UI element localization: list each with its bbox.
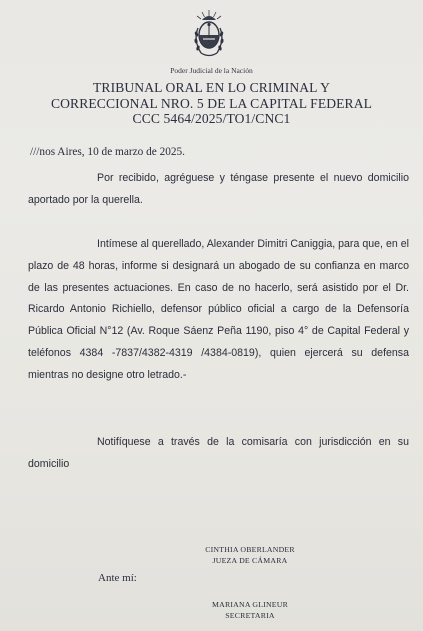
judge-title: JUEZA DE CÁMARA: [212, 555, 288, 565]
coat-of-arms-icon: [192, 8, 226, 60]
judge-signature-block: [130, 545, 370, 566]
ante-mi-label: Ante mí:: [98, 572, 137, 584]
court-heading: [20, 80, 403, 127]
secretary-title: SECRETARIA: [225, 610, 275, 620]
secretary-signature-block: [130, 600, 370, 621]
court-name-line-2: CORRECCIONAL NRO. 5 DE LA CAPITAL FEDERAL: [50, 95, 373, 111]
paragraph-summons: Intímese al querellado, Alexander Dimitri Caniggia, para que, en el plazo de 48 horas, informe si designará un abogado de su confianza en marco de las presentes actuaciones. En caso de no hacerlo, será asistido por el Dr. Ricardo Antonio Richiello, defensor público oficial a cargo de la Defensoría Pública Oficial N°12 (Av. Roque Sáenz Peña 1190, piso 4° de Capital Federal y teléfonos 4384 -7837/4382-4319 /4384-0819), quien ejercerá su defensa mientras no designe otro letrado.-: [28, 238, 409, 381]
court-name-line-1: TRIBUNAL ORAL EN LO CRIMINAL Y: [93, 80, 330, 95]
case-number: CCC 5464/2025/TO1/CNC1: [132, 111, 291, 126]
paragraph-receipt: Por recibido, agréguese y téngase presente el nuevo domicilio aportado por la querella.: [28, 172, 409, 206]
paragraph-notification: Notifíquese a través de la comisaría con jurisdicción en su domicilio: [28, 436, 409, 470]
organization-label: Poder Judicial de la Nación: [170, 66, 253, 75]
dateline: ///nos Aires, 10 de marzo de 2025.: [30, 146, 185, 158]
secretary-name: MARIANA GLINEUR: [212, 600, 288, 609]
judge-name: CINTHIA OBERLANDER: [205, 545, 295, 554]
